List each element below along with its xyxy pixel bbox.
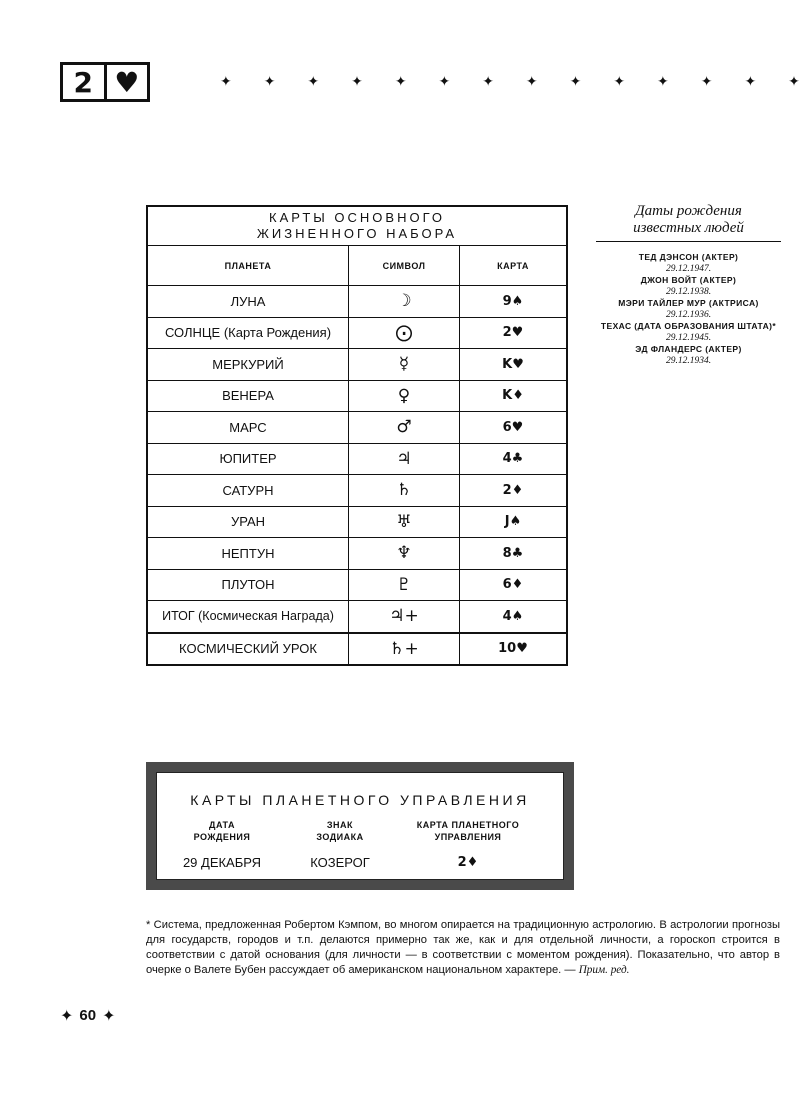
list-item	[596, 321, 781, 344]
list-item	[596, 252, 781, 275]
pluto-symbol-icon: ♇	[349, 569, 460, 601]
card-cell: 4♠	[460, 601, 568, 633]
person-name: ТЕХАС (ДАТА ОБРАЗОВАНИЯ ШТАТА)*	[600, 321, 777, 331]
person-date: 29.12.1945.	[665, 333, 712, 343]
table-row	[147, 317, 567, 349]
page-number	[60, 1006, 116, 1025]
ruling-card-label-line1: КАРТА ПЛАНЕТНОГО	[416, 820, 520, 830]
card-cell: 8♣	[460, 538, 568, 570]
table-row	[147, 569, 567, 601]
sidebar-heading	[596, 203, 781, 242]
page-number-value: 60	[79, 1007, 97, 1024]
table-row	[147, 475, 567, 507]
sidebar-heading-line1: Даты рождения	[635, 203, 742, 219]
table-row	[147, 286, 567, 318]
table-row	[147, 538, 567, 570]
person-name: ЭД ФЛАНДЕРС (АКТЕР)	[635, 344, 742, 354]
person-date: 29.12.1947.	[665, 264, 712, 274]
mercury-symbol-icon: ☿	[349, 349, 460, 381]
list-item	[596, 344, 781, 367]
ruling-date-label	[157, 819, 287, 847]
planetary-ruling-box	[146, 762, 574, 890]
ruling-card-column	[403, 819, 533, 870]
table-row	[147, 633, 567, 666]
saturn-symbol-icon: ♄	[349, 475, 460, 507]
star-icon: ✦	[60, 1006, 74, 1025]
ruling-card-label	[403, 819, 533, 847]
chapter-badge	[60, 62, 150, 102]
person-date: 29.12.1934.	[665, 356, 712, 366]
ruling-sign-label-line2: ЗОДИАКА	[316, 832, 364, 842]
star-icon: ✦	[482, 74, 494, 90]
ruling-card-label-line2: УПРАВЛЕНИЯ	[434, 832, 502, 842]
mars-symbol-icon: ♂	[349, 412, 460, 444]
card-cell: K♦	[460, 380, 568, 412]
planet-cell: МАРС	[147, 412, 349, 444]
table-title	[147, 206, 567, 246]
star-icon: ✦	[613, 74, 626, 90]
person-date: 29.12.1938.	[665, 287, 712, 297]
card-cell: 2♥	[460, 317, 568, 349]
planet-cell: УРАН	[147, 506, 349, 538]
planet-cell: МЕРКУРИЙ	[147, 349, 349, 381]
star-icon: ✦	[525, 74, 538, 90]
planet-cell: СОЛНЦЕ (Карта Рождения)	[147, 317, 349, 349]
neptune-symbol-icon: ♆	[349, 538, 460, 570]
card-cell: 10♥	[460, 633, 568, 666]
star-icon: ✦	[394, 74, 407, 90]
saturn-plus-symbol-icon: ♄+	[349, 633, 460, 666]
star-icon: ✦	[657, 74, 669, 90]
ruling-sign-value: КОЗЕРОГ	[310, 855, 370, 870]
column-header-symbol: СИМВОЛ	[349, 246, 460, 286]
ruling-sign-label	[275, 819, 405, 847]
planet-cell: НЕПТУН	[147, 538, 349, 570]
person-name: МЭРИ ТАЙЛЕР МУР (АКТРИСА)	[618, 298, 759, 308]
person-date: 29.12.1936.	[665, 310, 712, 320]
moon-symbol-icon: ☽	[349, 286, 460, 318]
star-icon: ✦	[263, 74, 276, 90]
person-name: ТЕД ДЭНСОН (АКТЕР)	[638, 252, 739, 262]
sun-symbol-icon: ⨀	[349, 317, 460, 349]
card-cell: J♠	[460, 506, 568, 538]
list-item	[596, 275, 781, 298]
jupiter-plus-symbol-icon: ♃+	[349, 601, 460, 633]
star-icon: ✦	[351, 74, 363, 90]
table-title-line1: КАРТЫ ОСНОВНОГО	[269, 210, 445, 225]
ornament-row	[220, 74, 800, 90]
ruling-date-label-line2: РОЖДЕНИЯ	[193, 832, 251, 842]
jupiter-symbol-icon: ♃	[349, 443, 460, 475]
footnote	[146, 918, 780, 978]
column-header-card: КАРТА	[460, 246, 568, 286]
planet-cell: ПЛУТОН	[147, 569, 349, 601]
sidebar-heading-line2: известных людей	[633, 220, 744, 236]
table-row	[147, 506, 567, 538]
venus-symbol-icon: ♀	[349, 380, 460, 412]
card-cell: 6♥	[460, 412, 568, 444]
ruling-date-label-line1: ДАТА	[209, 820, 235, 830]
ruling-date-column	[157, 819, 287, 870]
table-row	[147, 443, 567, 475]
planet-cell: ЮПИТЕР	[147, 443, 349, 475]
star-icon: ✦	[569, 74, 582, 90]
star-icon: ✦	[700, 74, 713, 90]
card-cell: 4♣	[460, 443, 568, 475]
core-life-cards-table	[146, 205, 568, 666]
table-row	[147, 380, 567, 412]
editor-note: Прим. ред.	[578, 964, 630, 976]
card-cell: 2♦	[460, 475, 568, 507]
famous-birthdays-sidebar	[596, 203, 781, 367]
footnote-text: * Система, предложенная Робертом Кэмпом, во многом опирается на традиционную астрологию. В астрологии прогнозы для государств, городов и т.п. делаются примерно так же, как и для отдельной личности, а гороскоп строится в соответствии с датой основания (для личности — в соответствии с моментом рождения). Показательно, что автор в очерке о Валете Бубен рассуждает об американском национальном характере. —	[146, 919, 780, 976]
card-cell: 9♠	[460, 286, 568, 318]
planetary-ruling-panel	[156, 772, 564, 880]
column-header-planet: ПЛАНЕТА	[147, 246, 349, 286]
star-icon: ✦	[102, 1006, 116, 1025]
star-icon: ✦	[438, 74, 451, 90]
table-row	[147, 412, 567, 444]
planet-cell: ИТОГ (Космическая Награда)	[147, 601, 349, 633]
ruling-card-value: 2♦	[457, 855, 479, 870]
star-icon: ✦	[307, 74, 320, 90]
badge-number: 2	[73, 65, 93, 99]
table-title-line2: ЖИЗНЕННОГО НАБОРА	[256, 226, 458, 241]
ruling-sign-label-line1: ЗНАК	[326, 820, 354, 830]
star-icon: ✦	[220, 74, 232, 90]
table-row	[147, 349, 567, 381]
planet-cell: КОСМИЧЕСКИЙ УРОК	[147, 633, 349, 666]
table-row	[147, 601, 567, 633]
heart-icon: ♥	[104, 65, 148, 99]
star-icon: ✦	[788, 74, 800, 90]
person-name: ДЖОН ВОЙТ (АКТЕР)	[640, 275, 737, 285]
card-cell: 6♦	[460, 569, 568, 601]
ruling-title: КАРТЫ ПЛАНЕТНОГО УПРАВЛЕНИЯ	[190, 792, 530, 808]
planet-cell: ЛУНА	[147, 286, 349, 318]
star-icon: ✦	[744, 74, 757, 90]
list-item	[596, 298, 781, 321]
planet-cell: ВЕНЕРА	[147, 380, 349, 412]
uranus-symbol-icon: ♅	[349, 506, 460, 538]
ruling-sign-column	[275, 819, 405, 870]
card-cell: K♥	[460, 349, 568, 381]
ruling-date-value: 29 ДЕКАБРЯ	[182, 855, 262, 870]
planet-cell: САТУРН	[147, 475, 349, 507]
